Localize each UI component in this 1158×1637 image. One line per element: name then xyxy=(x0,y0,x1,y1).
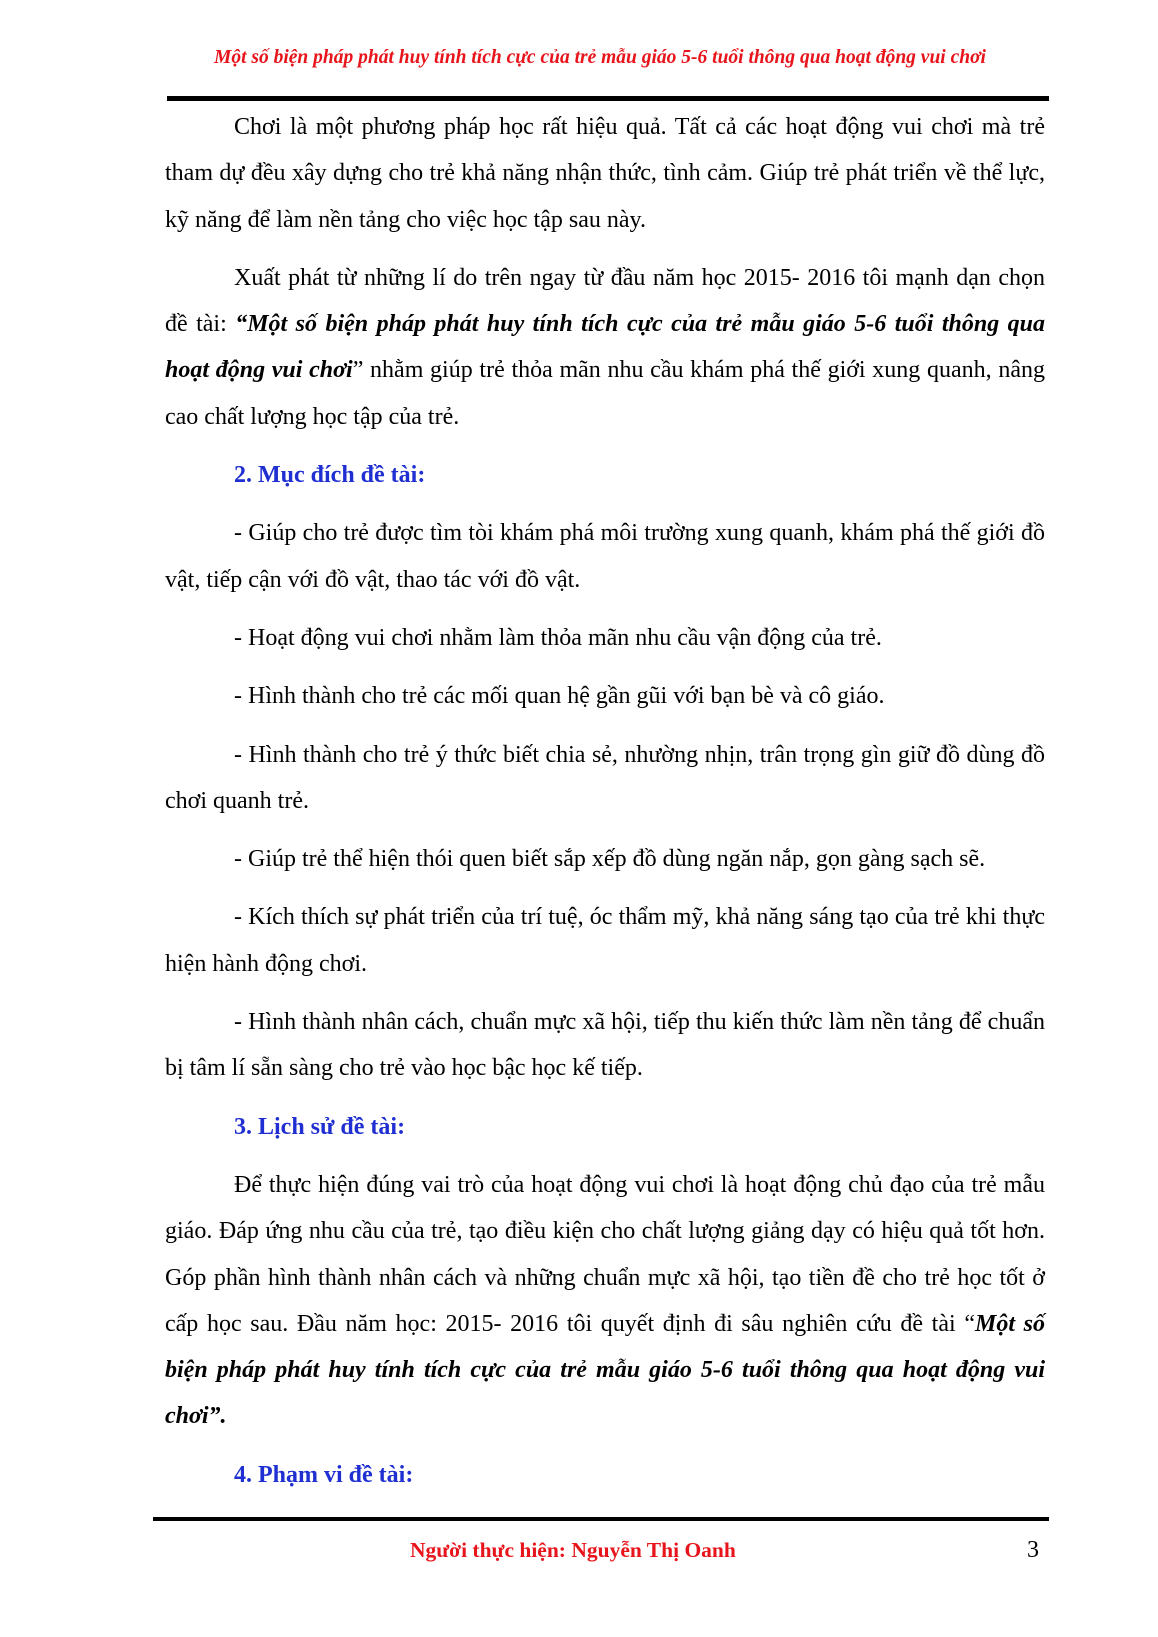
document-body xyxy=(165,104,1045,1510)
running-header: Một số biện pháp phát huy tính tích cực của trẻ mẫu giáo 5-6 tuổi thông qua hoạt động vui chơi xyxy=(214,47,986,68)
paragraph-history-lead: Để thực hiện đúng vai trò của hoạt động vui chơi là hoạt động chủ đạo của trẻ mẫu giáo. Đáp ứng nhu cầu của trẻ, tạo điều kiện cho chất lượng giảng dạy có hiệu quả tốt hơn. Góp phần hình thành nhân cách và những chuẩn mực xã hội, tạo tiền đề cho trẻ học tốt ở cấp học sau. Đầu năm học: 2015- 2016 tôi quyết định đi sâu nghiên cứu đề tài “ xyxy=(165,1171,1045,1337)
topic-title-quote-history: Một số biện pháp phát huy tính tích cực của trẻ mẫu giáo 5-6 tuổi thông qua hoạt động vui chơi”. xyxy=(165,1310,1045,1430)
paragraph-reason-lead: Xuất phát từ những lí do trên ngay từ đầu năm học 2015- 2016 tôi mạnh dạn chọn đề tài: xyxy=(165,264,1045,338)
list-item: - Kích thích sự phát triển của trí tuệ, óc thẩm mỹ, khả năng sáng tạo của trẻ khi thực hiện hành động chơi. xyxy=(165,904,1045,977)
list-item: - Hình thành cho trẻ ý thức biết chia sẻ, nhường nhịn, trân trọng gìn giữ đồ dùng đồ chơi quanh trẻ. xyxy=(165,741,1045,814)
list-item: - Hoạt động vui chơi nhằm làm thỏa mãn nhu cầu vận động của trẻ. xyxy=(234,624,882,651)
topic-title-quote: “Một số biện pháp phát huy tính tích cực của trẻ mẫu giáo 5-6 tuổi thông qua hoạt động vui chơi xyxy=(165,311,1045,384)
paragraph-reason xyxy=(165,255,1045,440)
footer-divider xyxy=(153,1517,1049,1521)
section-heading-purpose: 2. Mục đích đề tài: xyxy=(234,462,426,489)
section-heading-scope: 4. Phạm vi đề tài: xyxy=(234,1461,414,1488)
header-divider xyxy=(167,96,1049,101)
list-item: - Giúp cho trẻ được tìm tòi khám phá môi trường xung quanh, khám phá thế giới đồ vật, tiếp cận với đồ vật, thao tác với đồ vật. xyxy=(165,520,1045,593)
section-heading-history: 3. Lịch sử đề tài: xyxy=(234,1113,406,1140)
list-item: - Giúp trẻ thể hiện thói quen biết sắp xếp đồ dùng ngăn nắp, gọn gàng sạch sẽ. xyxy=(234,846,986,873)
page-number: 3 xyxy=(1027,1537,1039,1563)
footer-author: Người thực hiện: Nguyễn Thị Oanh xyxy=(410,1538,736,1562)
paragraph-intro: Chơi là một phương pháp học rất hiệu quả. Tất cả các hoạt động vui chơi mà trẻ tham dự đều xây dựng cho trẻ khả năng nhận thức, tình cảm. Giúp trẻ phát triển về thể lực, kỹ năng để làm nền tảng cho việc học tập sau này. xyxy=(165,114,1045,233)
list-item: - Hình thành nhân cách, chuẩn mực xã hội, tiếp thu kiến thức làm nền tảng để chuẩn bị tâm lí sẵn sàng cho trẻ vào học bậc học kế tiếp. xyxy=(165,1009,1045,1082)
paragraph-reason-tail: ” nhằm giúp trẻ thỏa mãn nhu cầu khám phá thế giới xung quanh, nâng cao chất lượng học tập của trẻ. xyxy=(165,357,1046,430)
paragraph-history xyxy=(165,1162,1045,1440)
list-item: - Hình thành cho trẻ các mối quan hệ gần gũi với bạn bè và cô giáo. xyxy=(234,683,885,710)
